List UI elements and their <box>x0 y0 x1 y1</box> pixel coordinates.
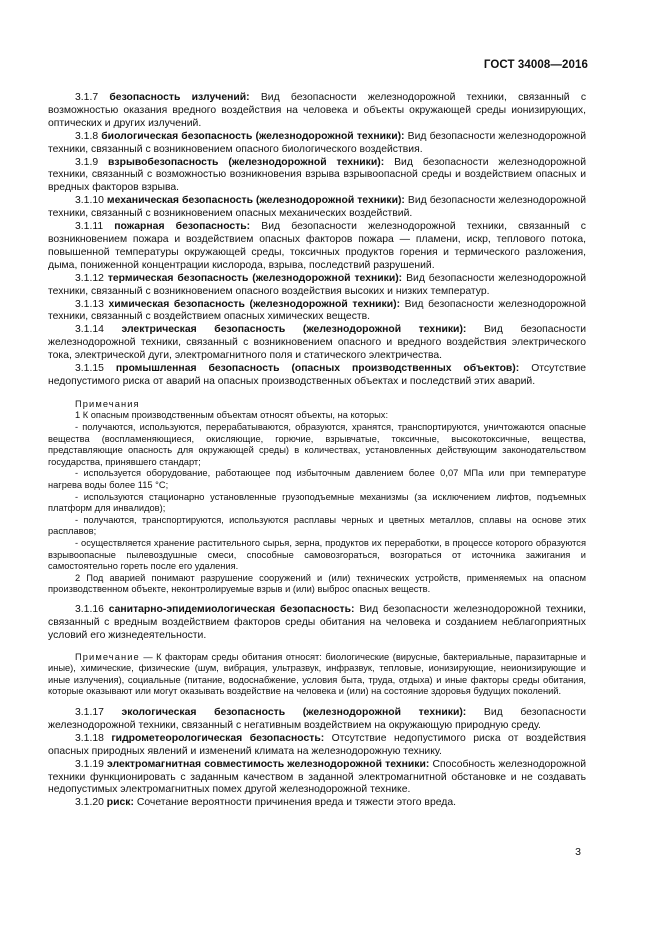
note-line: 2 Под аварией понимают разрушение сооружений и (или) технических устройств, применяемых на опасном производственном объекте, неконтролируемые взрыв и (или) выброс опасных веществ. <box>48 572 586 595</box>
notes-title: Примечания <box>75 398 140 409</box>
document-code: ГОСТ 34008—2016 <box>483 59 588 71</box>
note-text: — К факторам среды обитания относят: биологические (вирусные, бактериальные, паразитарные и иные), химические, физические (шум, вибрация, ультразвук, инфразвук, тепловые, ионизирующие, неионизирующие и иные излучения), социальные (питание, водоснабжение, условия быта, труда, отдыха) и иные факторы среды обитания, которые оказывают или могут оказывать воздействие на человека и (или) на состояние здоровья будущих поколений. <box>48 651 586 697</box>
note-line: - получаются, используются, перерабатываются, образуются, хранятся, транспортируются, уничтожаются опасные вещества (воспламеняющиеся, окисляющие, горючие, взрывчатые, токсичные, высокотоксичные, вещества, представляющие опасность для окружающей среды) в количествах, установленных действующим законодательством государства, принявшего стандарт; <box>48 422 586 467</box>
definition-3-1-16: 3.1.16 санитарно-эпидемиологическая безопасность: Вид безопасности железнодорожной техники, связанный с вредным воздействием факторов среды обитания на человека и созданием неблагоприятных условий его жизнедеятельности. <box>48 603 587 641</box>
note-single <box>48 652 586 698</box>
notes-block <box>48 399 586 596</box>
term: санитарно-эпидемиологическая безопасность: <box>108 603 355 615</box>
page-number: 3 <box>575 846 581 858</box>
definition-3-1-14: 3.1.14 электрическая безопасность (железнодорожной техники): Вид безопасности железнодорожной техники, связанный с возникновением опасного и вредного воздействия электрического тока, электрической дуги, электромагнитного поля и статического электричества. <box>48 324 587 362</box>
definition-3-1-18: 3.1.18 гидрометеорологическая безопасность: Отсутствие недопустимого риска от воздействия опасных природных явлений и изменений климата на железнодорожную технику. <box>48 732 586 757</box>
definition-3-1-15: 3.1.15 промышленная безопасность (опасных производственных объектов): Отсутствие недопустимого риска от аварий на опасных производственных объектах и последствий этих аварий. <box>48 363 587 387</box>
term: риск: <box>106 797 134 809</box>
definition-3-1-12: 3.1.12 термическая безопасность (железнодорожной техники): Вид безопасности железнодорожной техники, связанный с возникновением опасного воздействия высоких и низких температур. <box>48 272 586 297</box>
term: промышленная безопасность (опасных производственных объектов): <box>115 363 520 375</box>
note-line: - используются стационарно установленные грузоподъемные механизмы (за исключением лифтов, подъемных платформ для инвалидов); <box>48 491 586 514</box>
definition-3-1-8: 3.1.8 биологическая безопасность (железнодорожной техники): Вид безопасности железнодорожной техники, связанный с возникновением опасного биологического воздействия. <box>48 130 587 155</box>
term: механическая безопасность (железнодорожной техники): <box>106 195 405 207</box>
term: электрическая безопасность (железнодорожной техники): <box>121 324 467 336</box>
definition-3-1-9: 3.1.9 взрывобезопасность (железнодорожной техники): Вид безопасности железнодорожной техники, связанный с возможностью возникновения взрыва взрывоопасной среды и воздействием опасных и вредных факторов взрыва. <box>48 156 587 194</box>
note-line: - получаются, транспортируются, используются расплавы черных и цветных металлов, сплавы на основе этих расплавов; <box>48 514 586 537</box>
note-line: 1 К опасным производственным объектам относят объекты, на которых: <box>75 410 389 421</box>
note-label: Примечание <box>75 651 140 662</box>
definition-3-1-17: 3.1.17 экологическая безопасность (железнодорожной техники): Вид безопасности железнодорожной техники, связанный с негативным воздействием на окружающую природную среду. <box>48 707 587 731</box>
term: биологическая безопасность (железнодорожной техники): <box>101 130 405 142</box>
page-content <box>48 92 586 810</box>
definition-3-1-13: 3.1.13 химическая безопасность (железнодорожной техники): Вид безопасности железнодорожной техники, связанный с воздействием опасных химических веществ. <box>48 298 586 323</box>
note-line: - осуществляется хранение растительного сырья, зерна, продуктов их переработки, в процессе которого образуются взрывоопасные пылевоздушные смеси, способные самовозгораться, возгораться от источника зажигания и самостоятельно гореть после его удаления. <box>48 537 586 572</box>
note-line: - используется оборудование, работающее под избыточным давлением более 0,07 МПа или при температуре нагрева воды более 115 °С; <box>48 468 586 490</box>
term: гидрометеорологическая безопасность: <box>111 732 325 744</box>
term: пожарная безопасность: <box>114 221 251 233</box>
definition-3-1-20: 3.1.20 риск: Сочетание вероятности причинения вреда и тяжести этого вреда. <box>75 797 457 809</box>
definition-3-1-11: 3.1.11 пожарная безопасность: Вид безопасности железнодорожной техники, связанный с возникновением пожара и воздействием опасных факторов пожара — пламени, искр, теплового потока, повышенной температуры окружающей среды, токсичных продуктов горения и термического разложения, дыма, пониженной концентрации кислорода, взрыва, последствий разрушений. <box>48 221 586 271</box>
definition-3-1-7: 3.1.7 безопасность излучений: Вид безопасности железнодорожной техники, связанный с возможностью оказания вредного воздействия на человека и объекты окружающей среды ионизирующих, оптических и других излучений. <box>48 92 587 129</box>
term: термическая безопасность (железнодорожной техники): <box>107 272 403 284</box>
definition-3-1-10: 3.1.10 механическая безопасность (железнодорожной техники): Вид безопасности железнодорожной техники, связанный с возникновением опасных механических воздействий. <box>48 195 587 220</box>
term: безопасность излучений: <box>109 92 250 103</box>
term: электромагнитная совместимость железнодорожной техники: <box>107 758 430 770</box>
term: экологическая безопасность (железнодорожной техники): <box>121 707 467 719</box>
term: взрывобезопасность (железнодорожной техники): <box>108 156 385 168</box>
definition-3-1-19: 3.1.19 электромагнитная совместимость железнодорожной техники: Способность железнодорожной техники функционировать с заданным качеством в заданной электромагнитной обстановке и не создавать недопустимых электромагнитных помех другой железнодорожной технике. <box>48 758 587 796</box>
term: химическая безопасность (железнодорожной техники): <box>108 298 401 310</box>
